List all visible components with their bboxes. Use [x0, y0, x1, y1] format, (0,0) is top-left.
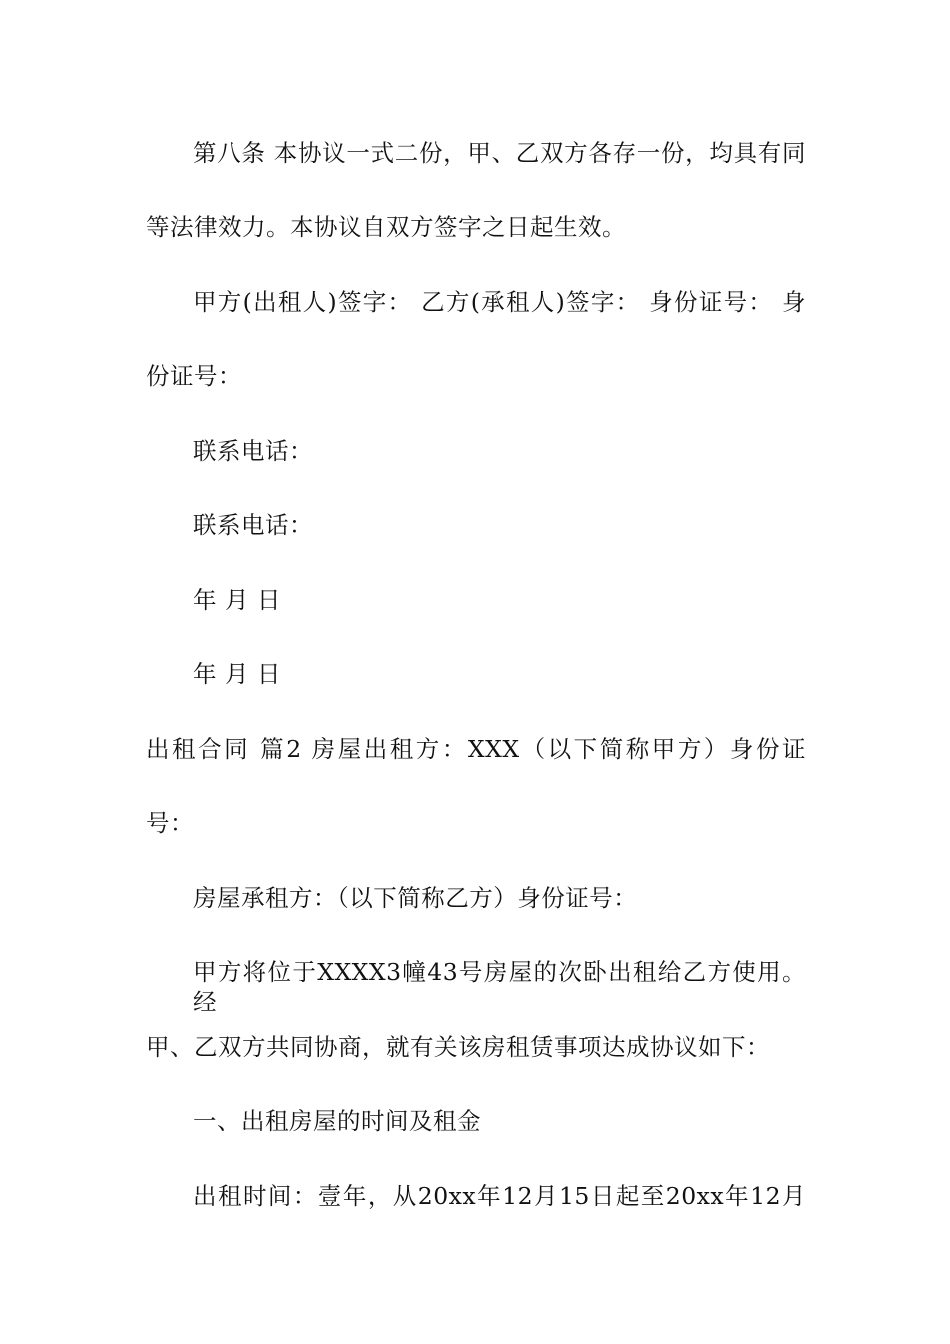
contact-phone-b: 联系电话： [193, 511, 313, 539]
article-eight-line-1: 第八条 本协议一式二份，甲、乙双方各存一份，均具有同 [193, 139, 806, 167]
contract-heading-line-2: 号： [146, 809, 194, 837]
section-one-heading: 一、出租房屋的时间及租金 [193, 1107, 481, 1135]
date-line-b: 年 月 日 [193, 660, 281, 688]
contract-heading-line-1: 出租合同 篇2 房屋出租方：XXX（以下简称甲方）身份证 [146, 735, 806, 763]
agreement-line-1: 甲方将位于XXXX3幢43号房屋的次卧出租给乙方使用。经 [193, 958, 806, 1016]
signature-line-2: 份证号： [146, 362, 242, 390]
date-line-a: 年 月 日 [193, 586, 281, 614]
lessee-line: 房屋承租方：（以下简称乙方）身份证号： [193, 884, 638, 912]
rental-period-line: 出租时间：壹年，从20xx年12月15日起至20xx年12月 [193, 1182, 806, 1210]
article-eight-line-2: 等法律效力。本协议自双方签字之日起生效。 [146, 213, 626, 241]
document-page [146, 0, 806, 1344]
contact-phone-a: 联系电话： [193, 437, 313, 465]
agreement-line-2: 甲、乙双方共同协商，就有关该房租赁事项达成协议如下： [146, 1033, 770, 1061]
signature-line-1: 甲方(出租人)签字： 乙方(承租人)签字： 身份证号： 身 [193, 288, 806, 316]
